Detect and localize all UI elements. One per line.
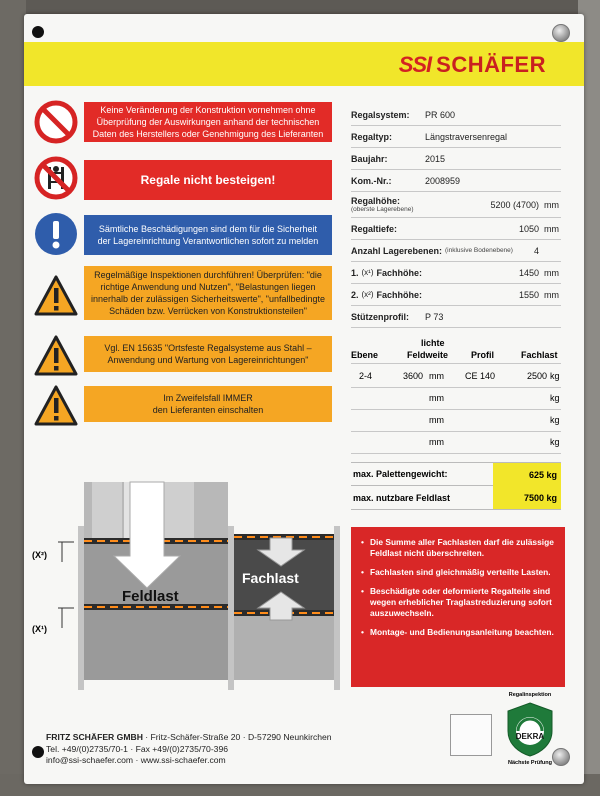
spec-value: 1050 bbox=[518, 223, 539, 234]
cell-profil: CE 140 bbox=[465, 371, 496, 381]
feldlast-label: Feldlast bbox=[122, 588, 179, 605]
info-item bbox=[361, 627, 555, 638]
spec-label: Regaltyp: bbox=[351, 131, 393, 142]
max-feldlast-row bbox=[351, 486, 561, 510]
screw-icon bbox=[552, 24, 570, 42]
spec-unit: mm bbox=[544, 199, 559, 210]
mount-hole bbox=[32, 26, 44, 38]
warning-text-box bbox=[84, 336, 332, 372]
no-climbing-icon bbox=[34, 156, 78, 200]
spec-regaltiefe bbox=[351, 218, 561, 240]
table-header-profil: Profil bbox=[471, 350, 495, 360]
bullet-icon: • bbox=[361, 567, 364, 577]
load-value: 625 kg bbox=[493, 463, 561, 486]
spec-value: 1450 bbox=[518, 267, 539, 278]
cell-unit-mm: mm bbox=[429, 415, 444, 425]
warning-line: Überprüfung der Auswirkungen anhand der technischen bbox=[96, 117, 320, 127]
table-row bbox=[351, 410, 561, 432]
spec-label: Kom.-Nr.: bbox=[351, 175, 392, 186]
info-item bbox=[361, 586, 555, 619]
cell-unit-kg: kg bbox=[550, 393, 560, 403]
warning-line: Im Zweifelsfall IMMER bbox=[163, 393, 253, 403]
warning-line: der Lagereinrichtung Verantwortlichen sofort zu melden bbox=[97, 236, 319, 246]
spec-fachhoehe-2 bbox=[351, 284, 561, 306]
x2-label: (X²) bbox=[32, 550, 47, 560]
spec-unit: mm bbox=[544, 223, 559, 234]
warning-line: innerhalb der zulässigen Sicherheitswerte", "unfallbedingte bbox=[90, 294, 326, 304]
warning-triangle-icon bbox=[34, 334, 78, 378]
warning-triangle-icon bbox=[34, 274, 78, 318]
spec-value: Längstraversenregal bbox=[425, 131, 508, 142]
company-address: · Fritz-Schäfer-Straße 20 · D-57290 Neunkirchen bbox=[142, 732, 332, 742]
warning-triangle-icon bbox=[34, 384, 78, 428]
info-item bbox=[361, 567, 555, 578]
spec-label: Regalhöhe: bbox=[351, 196, 401, 206]
background-frame-left bbox=[0, 0, 26, 796]
spec-label: Baujahr: bbox=[351, 153, 388, 164]
spec-label: 2. bbox=[351, 289, 359, 300]
spec-regalhoehe bbox=[351, 192, 561, 218]
warning-line: Keine Veränderung der Konstruktion vornehmen ohne bbox=[100, 105, 316, 115]
table-header-lichte: lichte bbox=[421, 338, 445, 348]
spec-label: 1. bbox=[351, 267, 359, 278]
spec-value: 2015 bbox=[425, 153, 446, 164]
info-text: Montage- und Bedienungsanleitung beachten. bbox=[370, 627, 554, 637]
cell-ebene: 2-4 bbox=[359, 371, 373, 381]
bullet-icon: • bbox=[361, 537, 364, 547]
dekra-seal-icon bbox=[504, 701, 556, 757]
spec-unit: mm bbox=[544, 267, 559, 278]
spec-list bbox=[351, 104, 561, 364]
max-palettengewicht-row bbox=[351, 462, 561, 486]
spec-regaltyp bbox=[351, 126, 561, 148]
warning-line: Vgl. EN 15635 "Ortsfeste Regalsysteme aus Stahl – bbox=[104, 343, 312, 353]
spec-lagerebenen bbox=[351, 240, 561, 262]
spec-sup: (x¹) bbox=[361, 268, 374, 277]
company-web: info@ssi-schaefer.com · www.ssi-schaefer.com bbox=[46, 755, 226, 765]
spec-value: PR 600 bbox=[425, 109, 456, 120]
spec-value: P 73 bbox=[425, 311, 444, 322]
spec-value: 1550 bbox=[518, 289, 539, 300]
cell-fachlast: 2500 bbox=[527, 371, 548, 381]
fachlast-label: Fachlast bbox=[242, 570, 299, 586]
table-header-feldweite: Feldweite bbox=[407, 350, 449, 360]
warning-line: richtige Anwendung und Nutzen", "Belastungen liegen bbox=[100, 282, 316, 292]
spec-kom-nr bbox=[351, 170, 561, 192]
warning-line: Regelmäßige Inspektionen durchführen! Überprüfen: "die bbox=[94, 270, 322, 280]
spec-label: Anzahl Lagerebenen: bbox=[351, 245, 443, 256]
table-row bbox=[351, 432, 561, 454]
warning-line: Schäden bzw. Verrücken von Konstruktionsteilen" bbox=[109, 306, 307, 316]
spec-label: Regaltiefe: bbox=[351, 223, 398, 234]
bullet-icon: • bbox=[361, 627, 364, 637]
spec-label: Fachhöhe: bbox=[376, 289, 423, 300]
background-frame-top bbox=[0, 0, 600, 14]
cell-unit-mm: mm bbox=[429, 371, 444, 381]
spec-label: Regalsystem: bbox=[351, 109, 410, 120]
company-phone: Tel. +49/(0)2735/70-1 · Fax +49/(0)2735/70-396 bbox=[46, 743, 229, 754]
cell-feldweite: 3600 bbox=[403, 371, 424, 381]
cell-unit-mm: mm bbox=[429, 437, 444, 447]
cell-unit-kg: kg bbox=[550, 371, 560, 381]
exclamation-icon bbox=[34, 212, 78, 256]
load-table bbox=[351, 336, 561, 456]
brand-name: SCHÄFER bbox=[436, 52, 546, 77]
spec-value: 5200 (4700) bbox=[490, 199, 539, 210]
spec-value: 4 bbox=[533, 245, 539, 256]
warning-text-box bbox=[84, 386, 332, 422]
table-row bbox=[351, 366, 561, 388]
warning-line: Sämtliche Beschädigungen sind dem für die Sicherheit bbox=[98, 224, 318, 234]
info-item bbox=[361, 537, 555, 559]
load-label: max. nutzbare Feldlast bbox=[353, 492, 451, 503]
dekra-badge bbox=[498, 692, 562, 770]
cell-unit-kg: kg bbox=[550, 437, 560, 447]
spec-sublabel: (oberste Lagerebene) bbox=[351, 206, 414, 213]
table-header-fachlast: Fachlast bbox=[521, 350, 558, 360]
table-divider bbox=[351, 363, 561, 364]
cell-unit-kg: kg bbox=[550, 415, 560, 425]
warning-line: Regale nicht besteigen! bbox=[140, 173, 276, 187]
load-label: max. Palettengewicht: bbox=[353, 469, 448, 479]
spec-sublabel: (inklusive Bodenebene) bbox=[445, 247, 513, 254]
spec-baujahr bbox=[351, 148, 561, 170]
info-box bbox=[351, 527, 565, 687]
spec-regalsystem bbox=[351, 104, 561, 126]
spec-label: Stützenprofil: bbox=[351, 311, 409, 322]
table-header-ebene: Ebene bbox=[351, 350, 379, 360]
footer-contact bbox=[46, 732, 332, 767]
bullet-icon: • bbox=[361, 586, 364, 596]
warning-text-box bbox=[84, 102, 332, 142]
load-value: 7500 kg bbox=[493, 486, 561, 509]
dekra-bottom-text: Nächste Prüfung bbox=[507, 760, 552, 766]
spec-label: Fachhöhe: bbox=[376, 267, 423, 278]
warning-line: Anwendung und Wartung von Lagereinrichtungen" bbox=[107, 355, 309, 365]
no-modification-icon bbox=[34, 100, 78, 144]
load-sign-plate bbox=[24, 14, 584, 784]
warning-text-box bbox=[84, 160, 332, 200]
warning-line: Daten des Herstellers oder Genehmigung des Lieferanten bbox=[92, 129, 324, 139]
spec-fachhoehe-1 bbox=[351, 262, 561, 284]
spec-sup: (x²) bbox=[361, 290, 374, 299]
dekra-name: DEKRA bbox=[515, 732, 545, 741]
warning-line: den Lieferanten einschalten bbox=[152, 405, 264, 415]
company-name: FRITZ SCHÄFER GMBH bbox=[46, 732, 143, 742]
x1-label: (X¹) bbox=[32, 624, 47, 634]
mount-hole bbox=[32, 746, 44, 758]
dekra-top-text: Regalinspektion bbox=[508, 692, 552, 698]
warning-text-box bbox=[84, 266, 332, 320]
table-row bbox=[351, 388, 561, 410]
cell-unit-mm: mm bbox=[429, 393, 444, 403]
warning-text-box bbox=[84, 215, 332, 255]
spec-unit: mm bbox=[544, 289, 559, 300]
inspection-stamp-box bbox=[450, 714, 492, 756]
spec-value: 2008959 bbox=[425, 175, 461, 186]
info-text: Fachlasten sind gleichmäßig verteilte Lasten. bbox=[370, 567, 551, 577]
brand-logo bbox=[399, 52, 546, 78]
info-text: Beschädigte oder deformierte Regalteile sind wegen erheblicher Traglastreduzierung sofort auszuwechseln. bbox=[370, 586, 552, 618]
brand-ssi: SSI bbox=[398, 52, 432, 77]
info-text: Die Summe aller Fachlasten darf die zulässige Feldlast nicht überschreiten. bbox=[370, 537, 554, 558]
spec-stuetzenprofil bbox=[351, 306, 561, 328]
